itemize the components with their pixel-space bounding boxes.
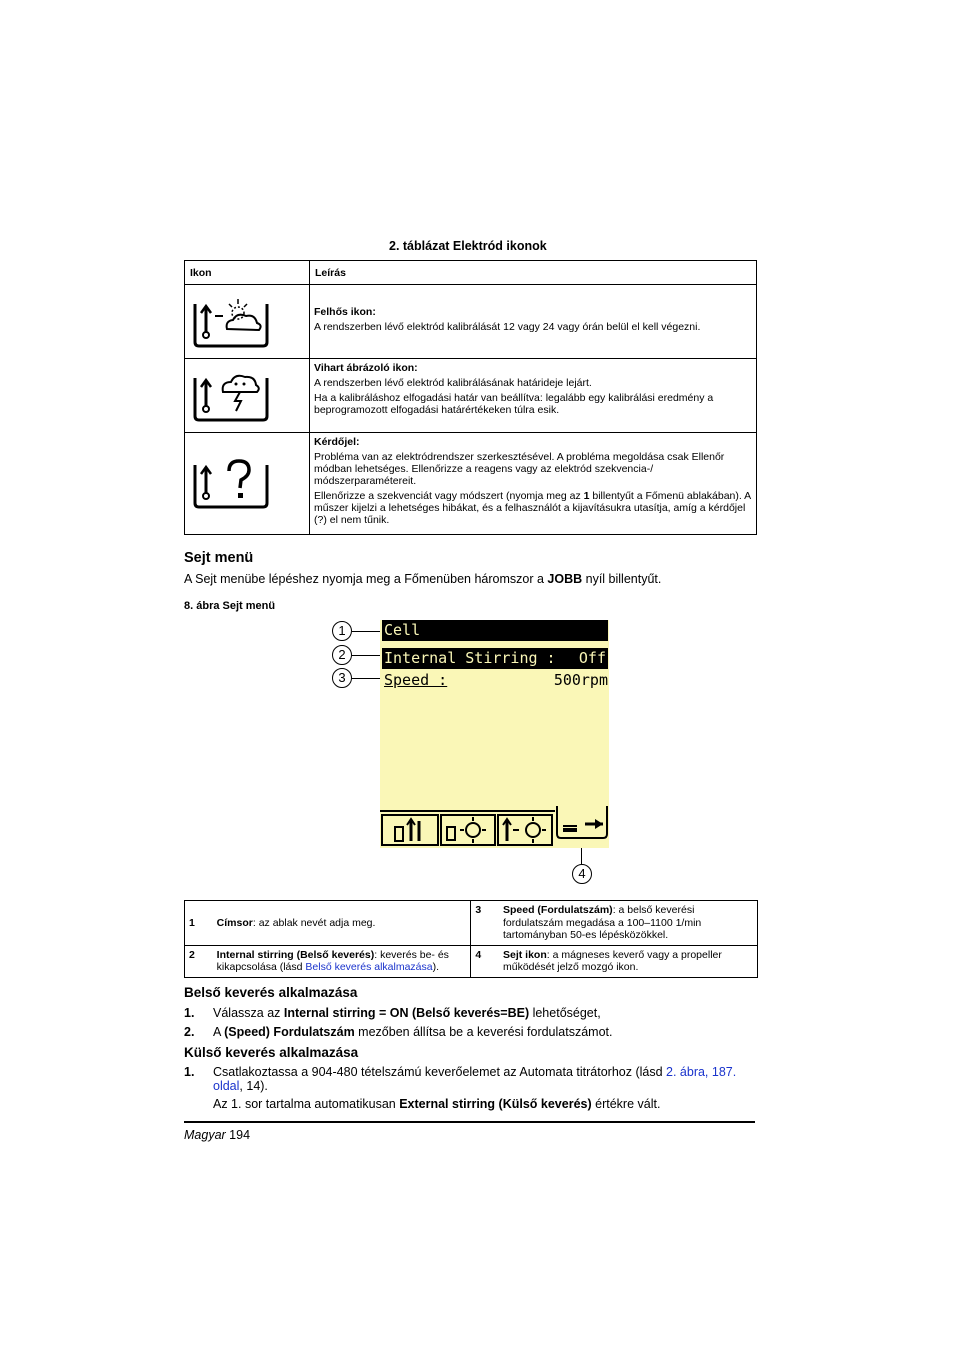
section-heading: Külső keverés alkalmazása xyxy=(184,1045,359,1060)
step-number: 1. xyxy=(184,1065,195,1079)
page-footer xyxy=(184,1128,250,1142)
electrode-icons-table xyxy=(184,260,757,535)
intro-paragraph: A Sejt menübe lépéshez nyomja meg a Főmenüben háromszor a JOBB nyíl billentyűt. xyxy=(184,572,662,586)
legend-number: 4 xyxy=(471,945,499,977)
row-text: Ellenőrizze a szekvenciát vagy módszert (nyomja meg az 1 billentyűt a Főmenü ablakában). A műszer kijelzi a lehetséges hibákat, és a felhasználót a kijavításukra utasítja, amíg a kérdőjel (?) el nem tűnik. xyxy=(314,490,751,526)
speed-label: Speed : xyxy=(384,671,448,689)
electrode-sun-tab-icon[interactable] xyxy=(497,813,553,847)
legend-text: Internal stirring (Belső keverés): keverés be- és kikapcsolása (lásd Belső keverés alkalmazása). xyxy=(213,945,471,977)
internal-stirring-row[interactable] xyxy=(382,648,608,669)
internal-stirring-label: Internal Stirring : xyxy=(384,649,556,667)
callout-leader xyxy=(352,678,382,679)
table-row xyxy=(185,359,757,433)
callout-4: 4 xyxy=(572,864,592,884)
callout-3: 3 xyxy=(332,668,352,688)
footer-rule xyxy=(184,1121,755,1123)
legend-number: 3 xyxy=(471,901,499,946)
speed-row[interactable] xyxy=(382,670,608,690)
row-title: Felhős ikon: xyxy=(314,306,376,318)
col-header-description: Leírás xyxy=(310,261,757,285)
step-number: 2. xyxy=(184,1025,195,1039)
section-heading: Sejt menü xyxy=(184,550,254,566)
legend-text: Speed (Fordulatszám): a belső keverési fordulatszám megadása a 100–1100 1/min tartományban 50-es lépésközökkel. xyxy=(499,901,758,946)
row-text: A rendszerben lévő elektród kalibrálását 12 vagy 24 vagy órán belül el kell végezni. xyxy=(314,321,701,333)
table-row xyxy=(185,945,758,977)
row-text: Probléma van az elektródrendszer szerkesztésével. A probléma megoldása csak Ellenőr módban lehetséges. Ellenőrizze a reagens vagy az elektród szekvencia-/ módszerparamétereit. xyxy=(314,451,725,487)
screen-title-bar xyxy=(382,620,608,641)
row-title: Vihart ábrázoló ikon: xyxy=(314,362,418,374)
footer-language: Magyar xyxy=(184,1128,226,1142)
callout-1: 1 xyxy=(332,621,352,641)
internal-stirring-value: Off xyxy=(578,649,606,667)
callout-2: 2 xyxy=(332,645,352,665)
table-row xyxy=(185,901,758,946)
figure-reference-link[interactable]: 2. ábra, 187. oldal xyxy=(213,1065,737,1093)
col-header-icon: Ikon xyxy=(185,261,310,285)
legend-text: Sejt ikon: a mágneses keverő vagy a propeller működését jelző mozgó ikon. xyxy=(499,945,758,977)
electrode-tab-icon[interactable] xyxy=(381,813,439,847)
figure-caption: 8. ábra Sejt menü xyxy=(184,600,276,612)
step-text: Csatlakoztassa a 904-480 tételszámú keverőelemet az Automata titrátorhoz (lásd 2. ábra, 187. oldal, 14). xyxy=(213,1065,737,1093)
table-caption: 2. táblázat Elektród ikonok xyxy=(389,239,547,253)
callout-leader xyxy=(581,848,582,864)
cell-stir-tab-icon[interactable] xyxy=(555,804,609,840)
table-row xyxy=(185,433,757,535)
reagent-tab-icon[interactable] xyxy=(440,813,496,847)
screen-title: Cell xyxy=(384,621,421,639)
row-text: A rendszerben lévő elektród kalibrálásának határideje lejárt. xyxy=(314,377,592,389)
question-electrode-icon xyxy=(193,457,273,509)
table-row xyxy=(185,285,757,359)
speed-value: 500rpm xyxy=(553,671,608,689)
page-number: 194 xyxy=(229,1128,251,1142)
step-number: 1. xyxy=(184,1006,195,1020)
row-title: Kérdőjel: xyxy=(314,436,360,448)
cloudy-electrode-icon xyxy=(193,296,273,348)
legend-number: 2 xyxy=(185,945,213,977)
internal-stirring-link[interactable]: Belső keverés alkalmazása xyxy=(305,961,433,973)
section-heading: Belső keverés alkalmazása xyxy=(184,985,358,1000)
tab-bar xyxy=(380,810,609,850)
step-note: Az 1. sor tartalma automatikusan External stirring (Külső keverés) értékre vált. xyxy=(213,1097,661,1111)
legend-number: 1 xyxy=(185,901,213,946)
step-text: Válassza az Internal stirring = ON (Belső keverés=BE) lehetőséget, xyxy=(213,1006,601,1020)
cell-menu-screen xyxy=(380,620,609,848)
callout-leader xyxy=(352,655,382,656)
callout-leader xyxy=(352,631,382,632)
row-text: Ha a kalibráláshoz elfogadási határ van beállítva: legalább egy kalibrálási eredmény a beprogramozott elfogadási határértékeken túlra esik. xyxy=(314,392,714,416)
legend-text: Címsor: az ablak nevét adja meg. xyxy=(213,901,471,946)
table-header-row xyxy=(185,261,757,285)
step-text: A (Speed) Fordulatszám mezőben állítsa be a keverési fordulatszámot. xyxy=(213,1025,613,1039)
figure-legend-table xyxy=(184,900,758,978)
storm-electrode-icon xyxy=(193,370,273,422)
